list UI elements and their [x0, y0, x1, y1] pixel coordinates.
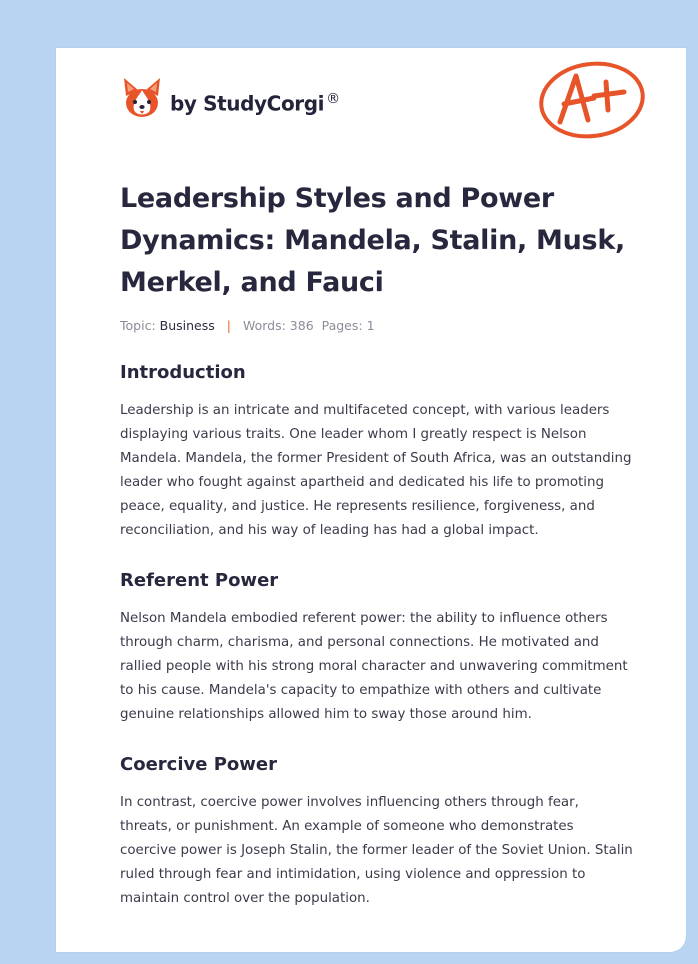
- studycorgi-logo[interactable]: [122, 76, 340, 120]
- pages-count: 1: [366, 318, 375, 333]
- topic-link[interactable]: Business: [159, 318, 215, 333]
- svg-text:A+: A+: [536, 58, 538, 59]
- page-title: Leadership Styles and Power Dynamics: Mandela, Stalin, Musk, Merkel, and Fauci: [120, 183, 625, 298]
- document-page: [56, 48, 686, 952]
- section-heading: Referent Power: [120, 570, 279, 591]
- section-paragraph: In contrast, coercive power involves influencing others through fear, threats, or punishment. An example of someone who demonstrates coercive power is Joseph Stalin, the former leader of the Soviet Union. Stalin ruled through fear and intimidation, using violence and oppression to maintain control over the population.: [120, 795, 633, 906]
- words-label: Words:: [242, 318, 286, 333]
- section-heading: Introduction: [120, 362, 246, 383]
- a-plus-grade-icon: [536, 58, 648, 142]
- section-paragraph: Nelson Mandela embodied referent power: the ability to influence others through charm, charisma, and personal connections. He motivated and rallied people with his strong moral character and unwavering commitment to his cause. Mandela's capacity to empathize with others and cultivate genuine relationships allowed him to sway those around him.: [120, 611, 628, 722]
- meta-separator: |: [226, 318, 231, 333]
- words-count: 386: [289, 318, 314, 333]
- brand-name: by StudyCorgi ®: [170, 90, 340, 116]
- section-heading: Coercive Power: [120, 754, 277, 775]
- pages-label: Pages:: [321, 318, 363, 333]
- essay-content: [120, 178, 634, 911]
- corgi-icon: [122, 76, 162, 120]
- section-paragraph: Leadership is an intricate and multifaceted concept, with various leaders displaying various traits. One leader whom I greatly respect is Nelson Mandela. Mandela, the former President of South Africa, was an outstanding leader who fought against apartheid and dedicated his life to promoting peace, equality, and justice. He represents resilience, forgiveness, and reconciliation, and his way of leading has had a global impact.: [120, 403, 632, 538]
- essay-meta: [120, 318, 634, 333]
- grade-badge: [536, 58, 648, 146]
- topic-label: Topic:: [120, 318, 156, 333]
